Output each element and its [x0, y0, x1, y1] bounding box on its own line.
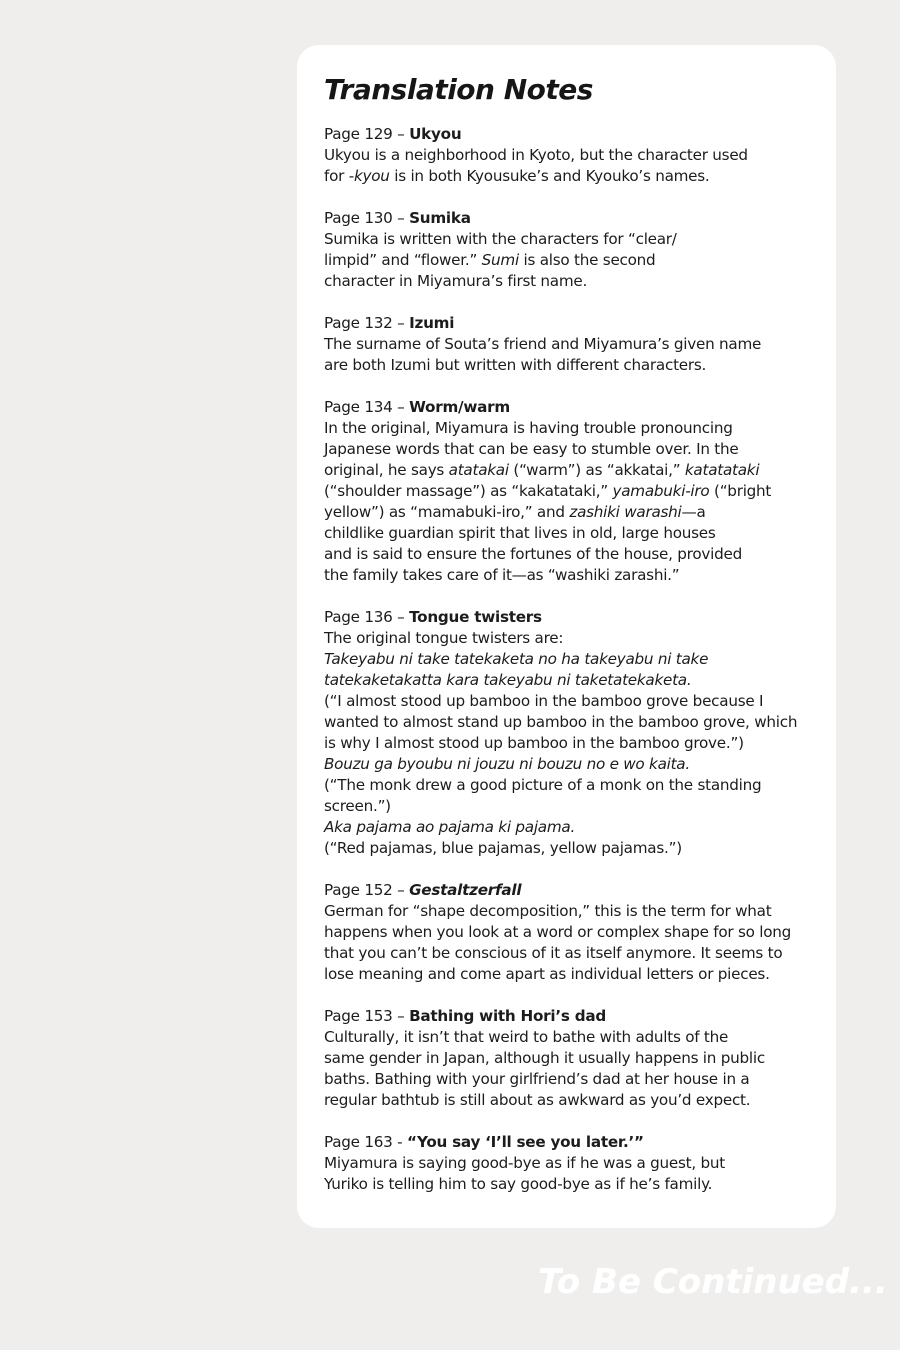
italic-term: Takeyabu ni take tatekaketa no ha takeyabu ni take [324, 650, 709, 668]
note-text-line [324, 775, 836, 796]
to-be-continued-caption: To Be Continued... [538, 1262, 888, 1302]
text-segment: limpid” and “flower.” [324, 251, 482, 269]
note-page-ref: Page 152 – [324, 881, 410, 899]
italic-term: atatakai [448, 461, 509, 479]
note-item [324, 1132, 836, 1195]
note-text-line [324, 166, 836, 187]
text-segment: (“bright [709, 482, 772, 500]
note-text-line [324, 334, 836, 355]
note-item [324, 313, 836, 376]
note-text-line [324, 1090, 836, 1111]
italic-term: yamabuki-iro [612, 482, 710, 500]
note-term: Gestaltzerfall [409, 881, 522, 899]
text-segment: childlike guardian spirit that lives in old, large houses [324, 524, 716, 542]
note-page-ref: Page 129 – [324, 125, 410, 143]
text-segment: regular bathtub is still about as awkward as you’d expect. [324, 1091, 751, 1109]
note-text-line [324, 901, 836, 922]
note-item [324, 1006, 836, 1111]
text-segment: (“warm”) as “akkatai,” [508, 461, 685, 479]
note-text-line [324, 439, 836, 460]
note-heading [324, 1132, 836, 1153]
note-page-ref: Page 134 – [324, 398, 410, 416]
text-segment: yellow”) as “mamabuki-iro,” and [324, 503, 570, 521]
text-segment: —a [681, 503, 706, 521]
text-segment: same gender in Japan, although it usually happens in public [324, 1049, 765, 1067]
italic-term: Aka pajama ao pajama ki pajama. [324, 818, 576, 836]
text-segment: for - [324, 167, 354, 185]
italic-term: zashiki warashi [569, 503, 682, 521]
note-term: Bathing with Hori’s dad [409, 1007, 606, 1025]
text-segment: and is said to ensure the fortunes of the house, provided [324, 545, 742, 563]
note-text-line [324, 355, 836, 376]
note-text-line [324, 229, 836, 250]
note-text-line [324, 145, 836, 166]
italic-term: tatekaketakatta kara takeyabu ni taketatekaketa. [324, 671, 692, 689]
text-segment: Miyamura is saying good-bye as if he was a guest, but [324, 1154, 725, 1172]
note-text-line [324, 544, 836, 565]
note-heading [324, 397, 836, 418]
note-text-line [324, 943, 836, 964]
text-segment: baths. Bathing with your girlfriend’s dad at her house in a [324, 1070, 750, 1088]
text-segment: are both Izumi but written with different characters. [324, 356, 707, 374]
note-item [324, 397, 836, 586]
note-text-line [324, 1048, 836, 1069]
note-text-line [324, 964, 836, 985]
note-heading [324, 313, 836, 334]
note-term: Ukyou [409, 125, 462, 143]
note-text-line [324, 460, 836, 481]
note-term: Sumika [409, 209, 471, 227]
note-text-line [324, 1027, 836, 1048]
note-text-line [324, 1153, 836, 1174]
text-segment: that you can’t be conscious of it as itself anymore. It seems to [324, 944, 783, 962]
note-term: Worm/warm [409, 398, 510, 416]
text-segment: Ukyou is a neighborhood in Kyoto, but the character used [324, 146, 748, 164]
text-segment: is why I almost stood up bamboo in the bamboo grove.”) [324, 734, 744, 752]
text-segment: The surname of Souta’s friend and Miyamura’s given name [324, 335, 762, 353]
note-item [324, 880, 836, 985]
text-segment: (“The monk drew a good picture of a monk on the standing [324, 776, 762, 794]
note-page-ref: Page 132 – [324, 314, 410, 332]
note-text-line [324, 565, 836, 586]
text-segment: lose meaning and come apart as individual letters or pieces. [324, 965, 770, 983]
note-text-line [324, 670, 836, 691]
note-text-line [324, 481, 836, 502]
translation-notes-card [297, 45, 836, 1228]
text-segment: The original tongue twisters are: [324, 629, 564, 647]
note-text-line [324, 271, 836, 292]
text-segment: (“I almost stood up bamboo in the bamboo grove because I [324, 692, 764, 710]
note-page-ref: Page 153 – [324, 1007, 410, 1025]
note-heading [324, 607, 836, 628]
note-text-line [324, 418, 836, 439]
text-segment: happens when you look at a word or complex shape for so long [324, 923, 792, 941]
note-text-line [324, 1069, 836, 1090]
note-term: “You say ‘I’ll see you later.’” [406, 1133, 644, 1151]
text-segment: German for “shape decomposition,” this is the term for what [324, 902, 772, 920]
text-segment: Culturally, it isn’t that weird to bathe with adults of the [324, 1028, 729, 1046]
note-text-line [324, 817, 836, 838]
text-segment: the family takes care of it—as “washiki zarashi.” [324, 566, 680, 584]
text-segment: Sumika is written with the characters for “clear/ [324, 230, 677, 248]
italic-term: Sumi [481, 251, 519, 269]
note-heading [324, 124, 836, 145]
note-item [324, 607, 836, 859]
text-segment: wanted to almost stand up bamboo in the bamboo grove, which [324, 713, 798, 731]
text-segment: In the original, Miyamura is having trouble pronouncing [324, 419, 733, 437]
note-text-line [324, 712, 836, 733]
note-page-ref: Page 136 – [324, 608, 410, 626]
note-text-line [324, 1174, 836, 1195]
text-segment: is also the second [518, 251, 656, 269]
note-text-line [324, 691, 836, 712]
text-segment: (“Red pajamas, blue pajamas, yellow pajamas.”) [324, 839, 682, 857]
note-text-line [324, 502, 836, 523]
note-page-ref: Page 130 – [324, 209, 410, 227]
text-segment: (“shoulder massage”) as “kakatataki,” [324, 482, 613, 500]
note-text-line [324, 733, 836, 754]
page-title: Translation Notes [324, 73, 593, 106]
note-text-line [324, 523, 836, 544]
note-text-line [324, 796, 836, 817]
note-text-line [324, 649, 836, 670]
note-page-ref: Page 163 - [324, 1133, 407, 1151]
text-segment: is in both Kyousuke’s and Kyouko’s names. [389, 167, 710, 185]
text-segment: character in Miyamura’s first name. [324, 272, 588, 290]
text-segment: original, he says [324, 461, 449, 479]
note-term: Izumi [409, 314, 455, 332]
note-term: Tongue twisters [409, 608, 542, 626]
note-heading [324, 208, 836, 229]
italic-term: kyou [353, 167, 390, 185]
note-item [324, 208, 836, 292]
note-item [324, 124, 836, 187]
note-text-line [324, 838, 836, 859]
note-text-line [324, 922, 836, 943]
text-segment: Japanese words that can be easy to stumble over. In the [324, 440, 739, 458]
note-heading [324, 1006, 836, 1027]
text-segment: Yuriko is telling him to say good-bye as if he’s family. [324, 1175, 713, 1193]
notes-list [324, 124, 836, 1195]
text-segment: screen.”) [324, 797, 391, 815]
note-text-line [324, 250, 836, 271]
italic-term: katatataki [684, 461, 760, 479]
note-text-line [324, 754, 836, 775]
italic-term: Bouzu ga byoubu ni jouzu ni bouzu no e wo kaita. [324, 755, 690, 773]
note-text-line [324, 628, 836, 649]
note-heading [324, 880, 836, 901]
